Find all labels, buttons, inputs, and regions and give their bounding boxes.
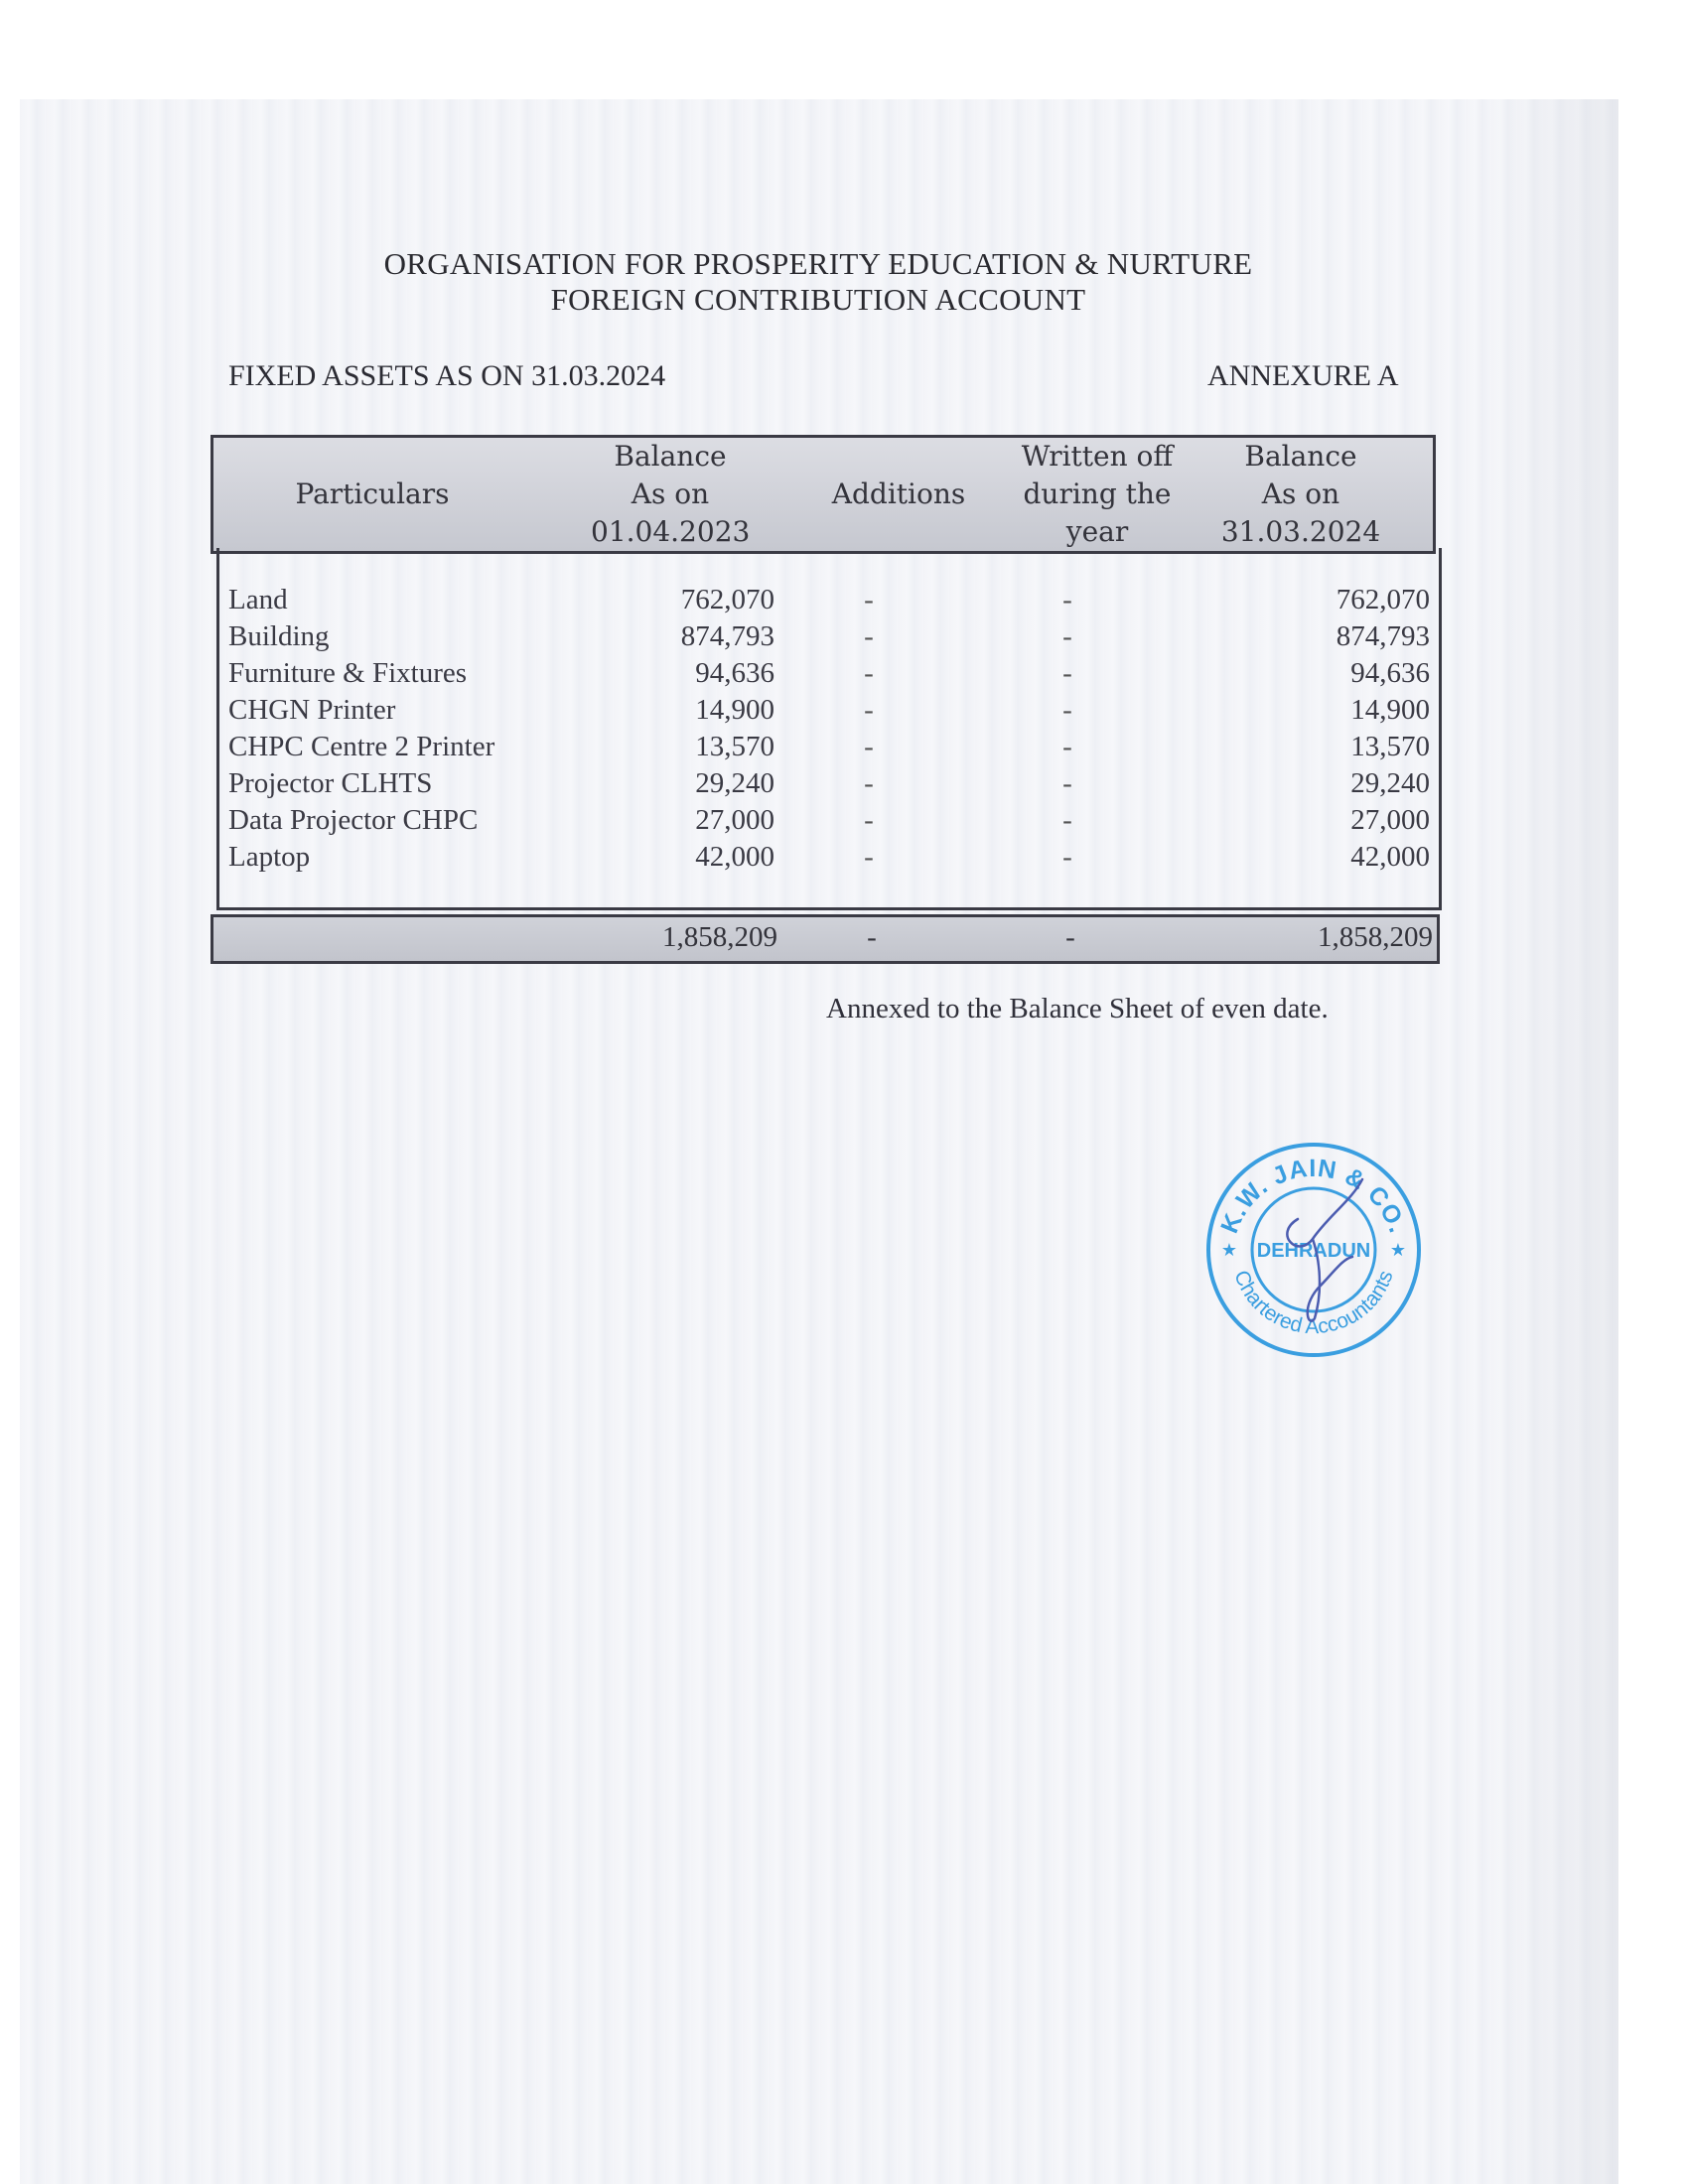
cell-additions: -	[864, 657, 874, 689]
cell-closing: 94,636	[1350, 657, 1430, 689]
cell-opening: 94,636	[695, 657, 774, 689]
auditor-stamp	[1203, 1140, 1424, 1360]
table-row	[228, 765, 1430, 802]
annexure-label: ANNEXURE A	[1207, 359, 1399, 392]
stamp-bottom-text: Chartered Accountants	[1229, 1267, 1398, 1339]
cell-additions: -	[864, 620, 874, 652]
cell-particular: Laptop	[228, 841, 311, 873]
cell-additions: -	[864, 767, 874, 799]
cell-written-off: -	[1062, 804, 1072, 836]
header-line: during the	[1023, 478, 1172, 510]
cell-written-off: -	[1062, 584, 1072, 615]
fixed-assets-table	[211, 435, 1434, 961]
table-row	[228, 692, 1430, 729]
account-title: FOREIGN CONTRIBUTION ACCOUNT	[550, 282, 1086, 317]
column-header-additions: Additions	[831, 478, 966, 510]
column-header-particulars: Particulars	[295, 478, 450, 510]
total-opening: 1,858,209	[662, 921, 777, 953]
cell-additions: -	[864, 841, 874, 873]
cell-particular: CHGN Printer	[228, 694, 396, 726]
table-rows	[228, 582, 1430, 876]
cell-closing: 762,070	[1336, 584, 1430, 615]
cell-opening: 874,793	[680, 620, 774, 652]
table-row	[228, 618, 1430, 655]
cell-opening: 27,000	[695, 804, 774, 836]
section-heading: FIXED ASSETS AS ON 31.03.2024	[228, 359, 666, 392]
header-line: year	[1065, 515, 1129, 548]
cell-closing: 14,900	[1350, 694, 1430, 726]
stamp-center-text: DEHRADUN	[1256, 1240, 1371, 1262]
cell-additions: -	[864, 584, 874, 615]
cell-particular: Furniture & Fixtures	[228, 657, 468, 689]
header-line: 31.03.2024	[1220, 515, 1381, 548]
annexed-note: Annexed to the Balance Sheet of even date.	[826, 993, 1329, 1024]
cell-opening: 29,240	[695, 767, 774, 799]
table-header	[211, 435, 1436, 554]
cell-closing: 13,570	[1350, 731, 1430, 762]
table-row	[228, 802, 1430, 839]
total-written-off: -	[1065, 921, 1075, 953]
cell-closing: 29,240	[1350, 767, 1430, 799]
cell-written-off: -	[1062, 767, 1072, 799]
header-line: As on	[631, 478, 710, 510]
header-line: Written off	[1021, 440, 1174, 473]
cell-written-off: -	[1062, 620, 1072, 652]
cell-closing: 27,000	[1350, 804, 1430, 836]
stamp-top-text: K.W. JAIN & CO.	[1215, 1154, 1412, 1238]
cell-additions: -	[864, 804, 874, 836]
stamp-star-right-icon: ★	[1389, 1240, 1407, 1261]
column-header-closing-balance	[1206, 438, 1395, 551]
total-closing: 1,858,209	[1318, 921, 1433, 953]
table-row	[228, 729, 1430, 765]
stamp-star-left-icon: ★	[1220, 1240, 1238, 1261]
header-line: As on	[1261, 478, 1340, 510]
cell-particular: Projector CLHTS	[228, 767, 433, 799]
table-row	[228, 655, 1430, 692]
cell-additions: -	[864, 694, 874, 726]
cell-closing: 874,793	[1336, 620, 1430, 652]
table-row	[228, 582, 1430, 618]
table-row	[228, 839, 1430, 876]
header-line: Balance	[614, 440, 727, 473]
header-line: 01.04.2023	[591, 515, 751, 548]
cell-opening: 13,570	[695, 731, 774, 762]
cell-opening: 42,000	[695, 841, 774, 873]
cell-particular: CHPC Centre 2 Printer	[228, 731, 495, 762]
cell-particular: Building	[228, 620, 330, 652]
organisation-title: ORGANISATION FOR PROSPERITY EDUCATION & NURTURE	[383, 246, 1253, 281]
cell-opening: 14,900	[695, 694, 774, 726]
column-header-written-off	[998, 438, 1196, 551]
cell-particular: Land	[228, 584, 288, 615]
cell-particular: Data Projector CHPC	[228, 804, 479, 836]
column-header-opening-balance	[591, 438, 750, 551]
cell-additions: -	[864, 731, 874, 762]
page-shadow	[1489, 99, 1618, 2184]
cell-written-off: -	[1062, 657, 1072, 689]
cell-written-off: -	[1062, 841, 1072, 873]
cell-opening: 762,070	[680, 584, 774, 615]
header-line: Balance	[1244, 440, 1357, 473]
cell-closing: 42,000	[1350, 841, 1430, 873]
cell-written-off: -	[1062, 731, 1072, 762]
total-additions: -	[867, 921, 877, 953]
total-row	[211, 914, 1440, 964]
cell-written-off: -	[1062, 694, 1072, 726]
